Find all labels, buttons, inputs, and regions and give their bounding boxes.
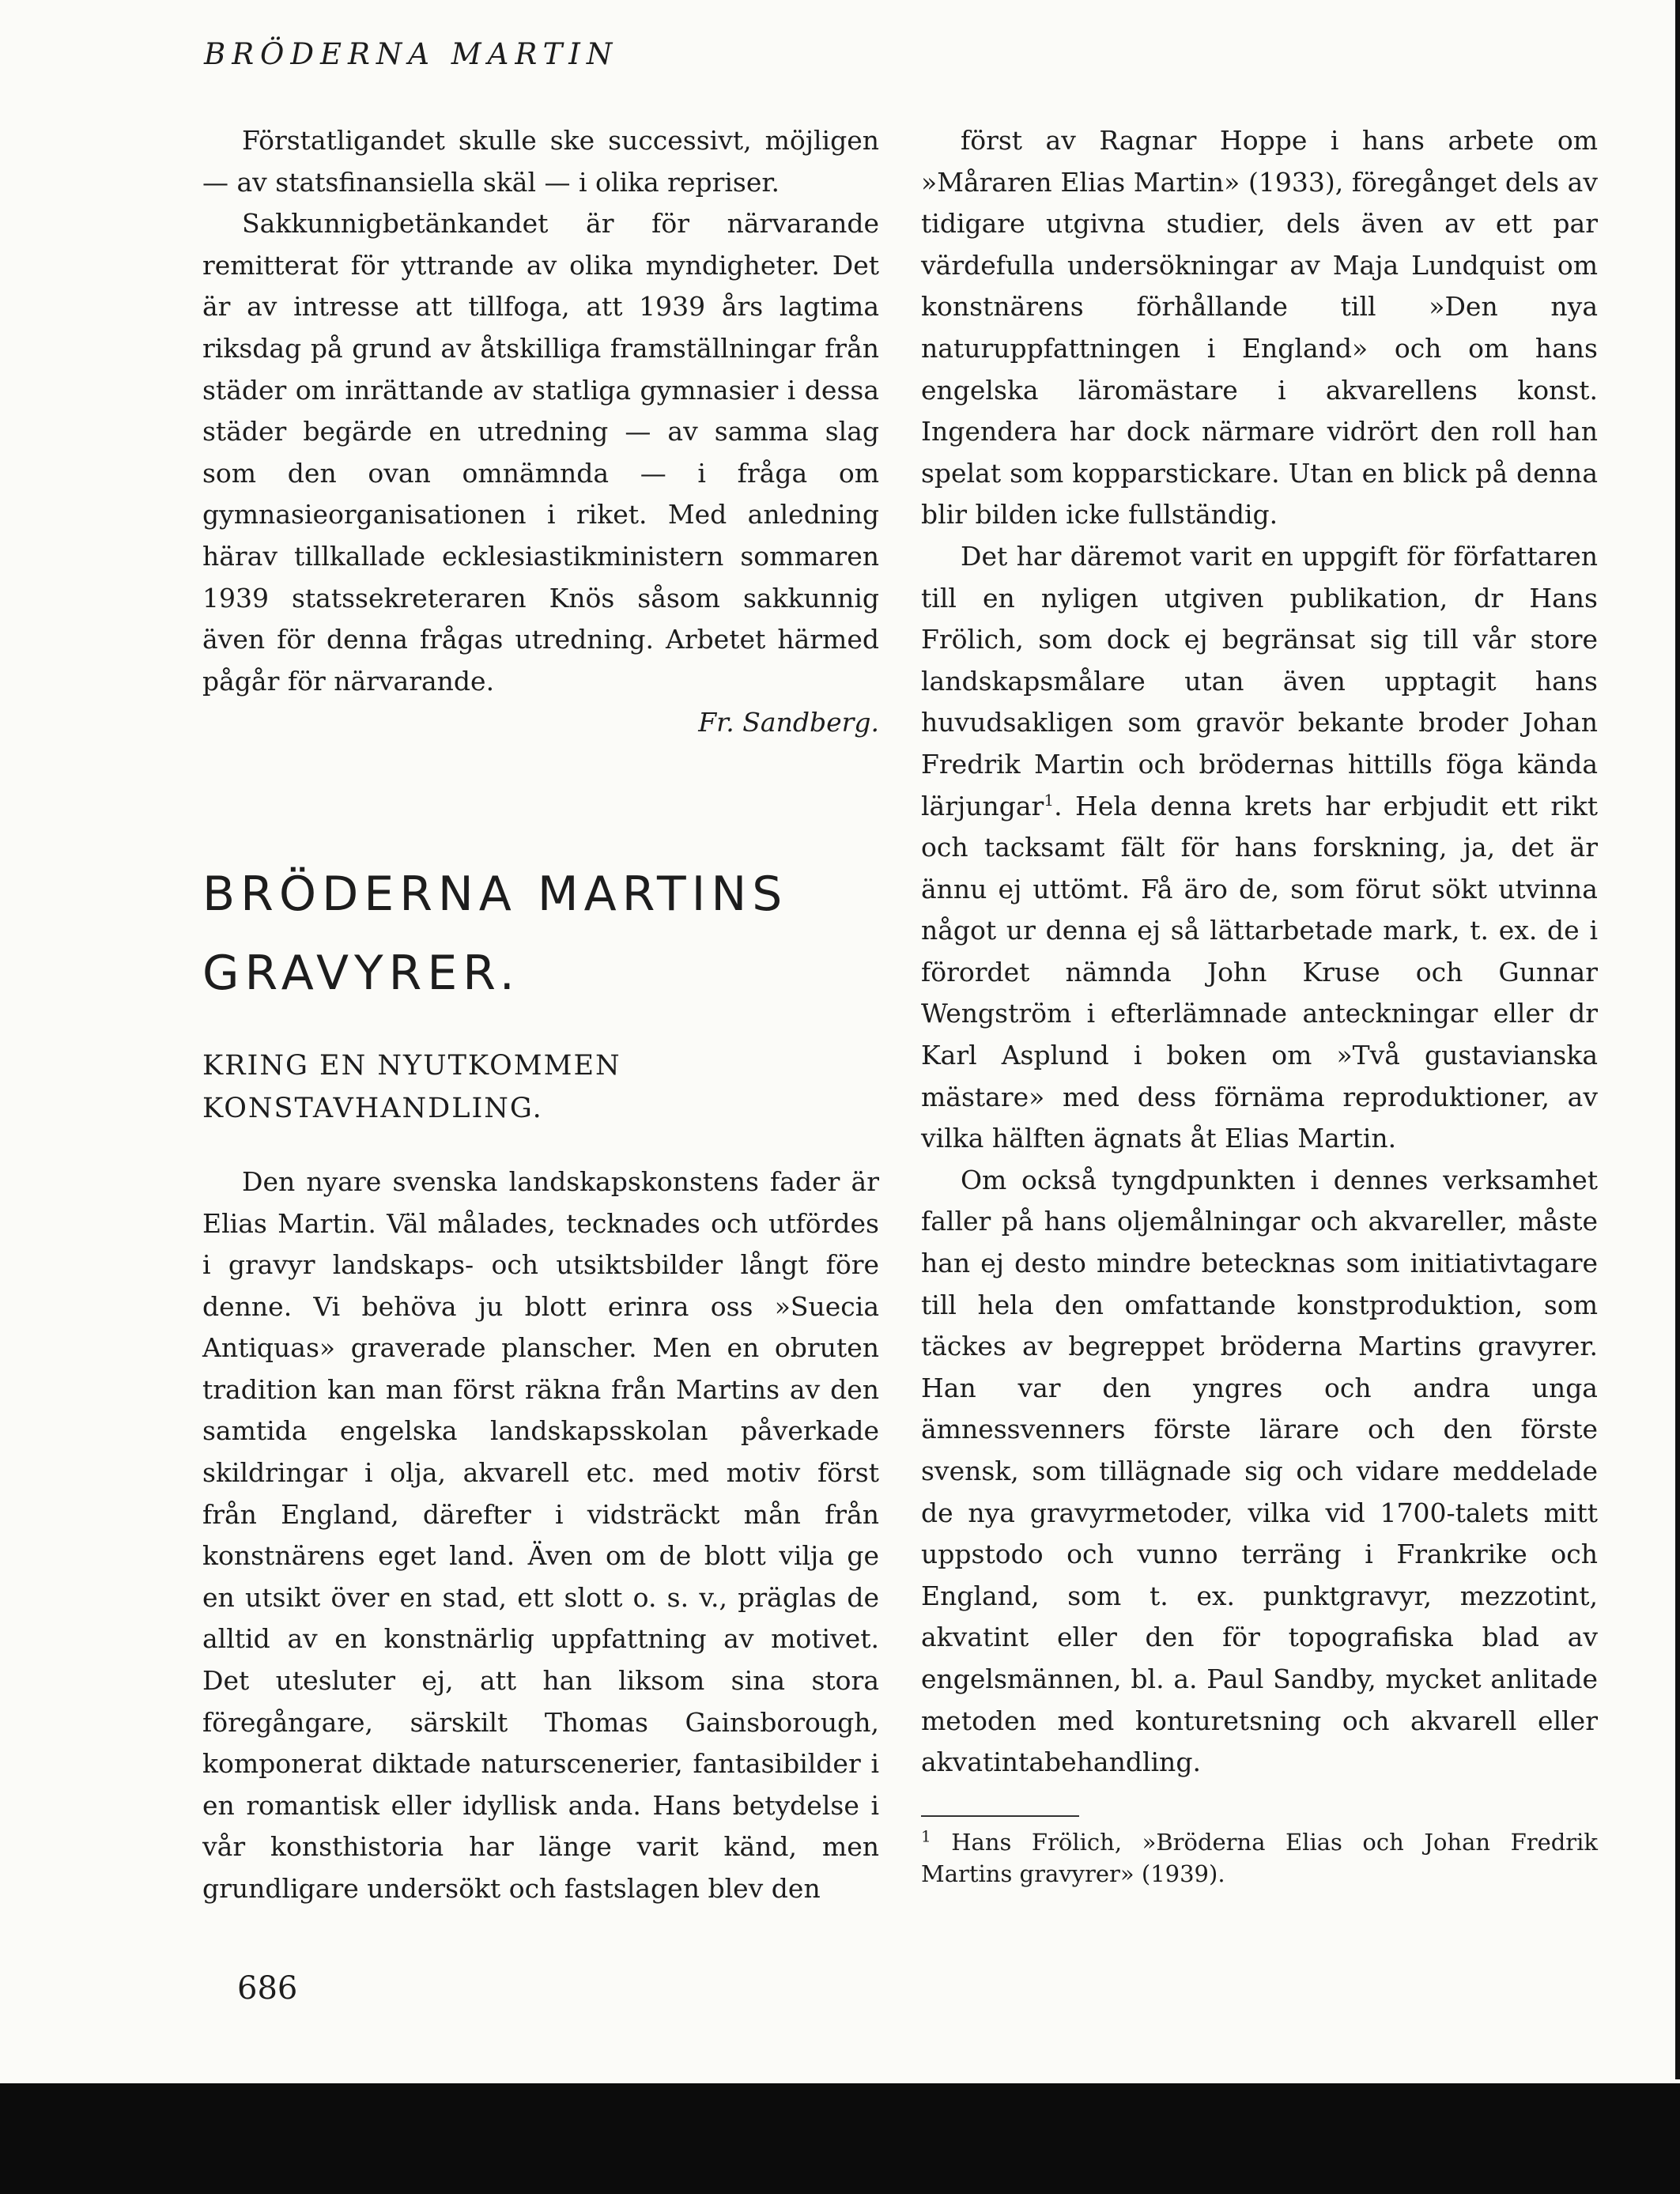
footnote (921, 1826, 1598, 1890)
author-name: Fr. Sandberg. (698, 707, 879, 738)
left-paragraph-1: Förstatligandet skulle ske successivt, möjligen — av statsfinansiella skäl — i olika repriser. (202, 125, 879, 198)
footnote-text: Hans Frölich, »Bröderna Elias och Johan Fredrik Martins gravyrer» (1939). (921, 1828, 1599, 1887)
footnote-reference: 1 (1044, 790, 1055, 810)
right-paragraph-2-text-b: . Hela denna krets har erbjudit ett rikt och tacksamt fält för hans forskning, ja, det är ännu ej uttömt. Få äro de, som förut sökt utvinna något ur denna ej så lättarbetade mark, t. ex. de i förordet nämnda John Kruse och Gunnar Wengström i efterlämnade anteckningar eller dr Karl Asplund i boken om »Två gustavianska mästare» med dess förnäma reproduktioner, av vilka hälften ägnats åt Elias Martin. (921, 790, 1598, 1154)
right-column (921, 120, 1598, 1890)
right-paragraph-3: Om också tyngdpunkten i dennes verksamhet faller på hans oljemålningar och akvareller, måste han ej desto mindre betecknas som initiativtagare till hela den omfattande konstproduktion, som täckes av begreppet bröderna Martins gravyrer. Han var den yngres och andra unga ämnessvenners förste lärare och den förste svensk, som tillägnade sig och vidare meddelade de nya gravyrmetoder, vilka vid 1700-talets mitt uppstodo och vunno terräng i Frankrike och England, som t. ex. punktgravyr, mezzotint, akvatint eller den för topografiska blad av engelsmännen, bl. a. Paul Sandby, mycket anlitade metoden med konturetsning och akvarell eller akvatintabehandling. (921, 1164, 1598, 1778)
article-title-line-2: GRAVYRER. (202, 945, 520, 1001)
right-paragraph-2-text-a: Det har däremot varit en uppgift för författaren till en nyligen utgiven publikation, dr Hans Frölich, som dock ej begränsat sig till vår store landskapsmålare utan även upptagit hans huvudsakligen som gravör bekante broder Johan Fredrik Martin och brödernas hittills föga kända lärjungar (921, 540, 1598, 821)
left-column (202, 120, 879, 1910)
right-paragraph-2 (921, 536, 1598, 1160)
left-paragraph-2: Sakkunnigbetänkandet är för närvarande remitterat för yttrande av olika myndigheter. Det är av intresse att tillfoga, att 1939 års lagtima riksdag på grund av åtskilliga framställningar från städer om inrättande av statliga gymnasier i dessa städer begärde en utredning — av samma slag som den ovan omnämnda — i fråga om gymnasieorganisationen i riket. Med anledning härav tillkallade ecklesiastikministern sommaren 1939 statssekreteraren Knös såsom sakkunnig även för denna frågas utredning. Arbetet härmed pågår för närvarande. (202, 208, 879, 697)
page-number: 686 (237, 1970, 298, 2007)
article-title (202, 855, 879, 1013)
footnote-divider (921, 1815, 1079, 1817)
right-paragraph-1: först av Ragnar Hoppe i hans arbete om »Måraren Elias Martin» (1933), föregånget dels av tidigare utgivna studier, dels även av ett par värdefulla undersökningar av Maja Lundquist om konstnärens förhållande till »Den nya naturuppfattningen i England» och om hans engelska läromästare i akvarellens konst. Ingendera har dock närmare vidrört den roll han spelat som kopparstickare. Utan en blick på denna blir bilden icke fullständig. (921, 125, 1598, 531)
scan-border-bottom (0, 2083, 1680, 2194)
author-signature (202, 702, 879, 744)
footnote-mark: 1 (921, 1826, 931, 1846)
left-paragraph-3: Den nyare svenska landskapskonstens fader är Elias Martin. Väl målades, tecknades och utfördes i gravyr landskaps- och utsiktsbilder långt före denne. Vi behöva ju blott erinra oss »Suecia Antiquas» graverade planscher. Men en obruten tradition kan man först räkna från Martins av den samtida engelska landskapsskolan påverkade skildringar i olja, akvarell etc. med motiv först från England, därefter i vidsträckt mån från konstnärens eget land. Även om de blott vilja ge en utsikt över en stad, ett slott o. s. v., präglas de alltid av en konstnärlig uppfattning av motivet. Det utesluter ej, att han liksom sina stora föregångare, särskilt Thomas Gainsborough, komponerat diktade naturscenerier, fantasibilder i en romantisk eller idyllisk anda. Hans betydelse i vår konsthistoria har länge varit känd, men grundligare undersökt och fastslagen blev den (202, 1165, 879, 1904)
article-subtitle: KRING EN NYUTKOMMEN KONSTAVHANDLING. (202, 1049, 621, 1124)
scan-border-right (1675, 0, 1680, 2079)
running-head: BRÖDERNA MARTIN (204, 37, 619, 71)
article-title-line-1: BRÖDERNA MARTINS (202, 866, 788, 922)
